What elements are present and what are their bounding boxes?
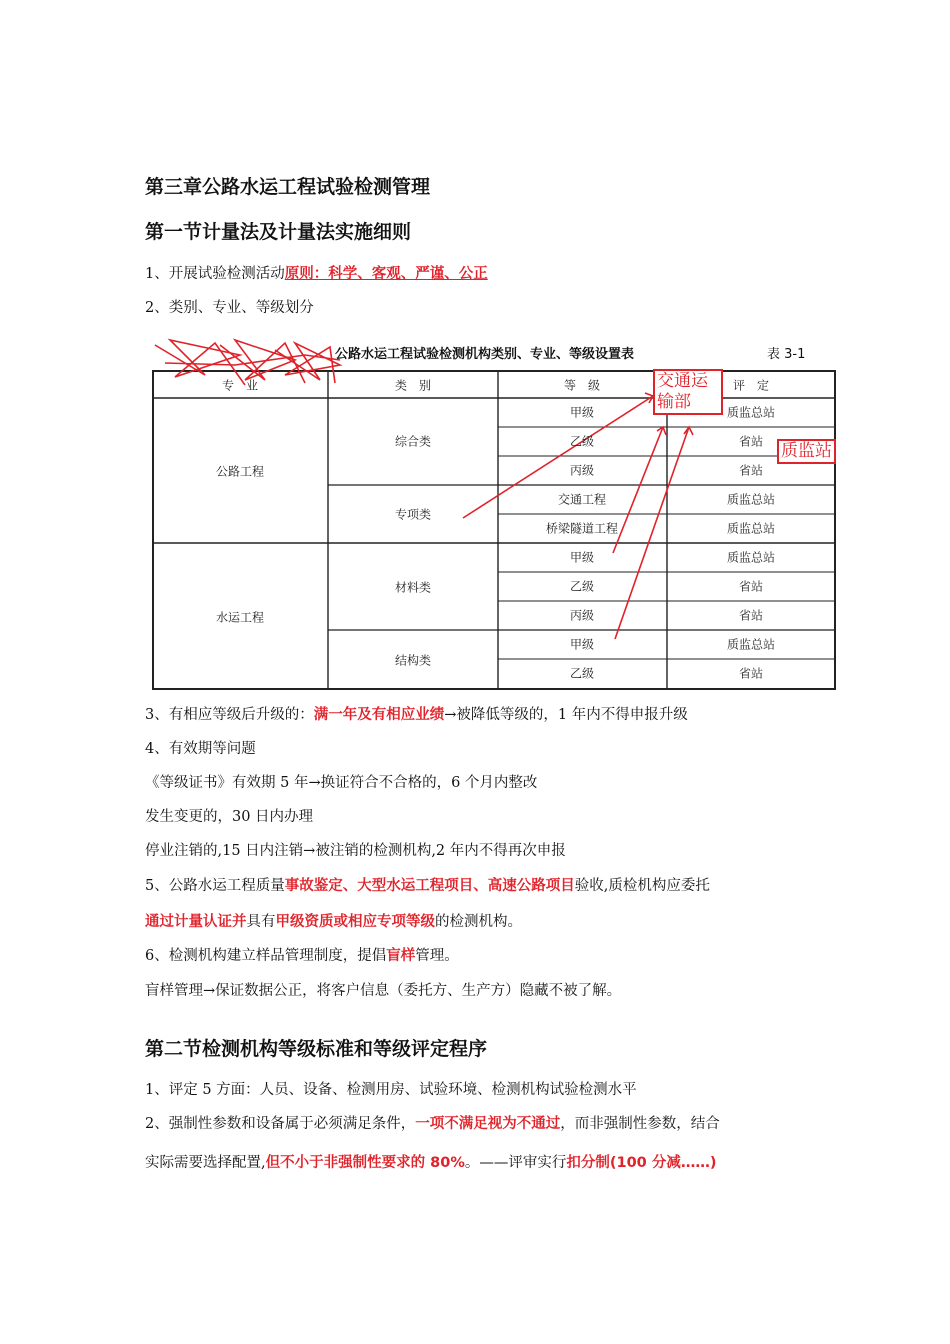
grade-setting-table-figure bbox=[145, 335, 845, 695]
grade-cell: 甲级 bbox=[569, 637, 595, 652]
eval-cell: 质监总站 bbox=[726, 637, 776, 652]
p1-5b-red1: 通过计量认证并 bbox=[145, 914, 247, 930]
p1-6-red: 盲样 bbox=[386, 948, 416, 964]
eval-cell: 质监总站 bbox=[726, 521, 776, 536]
grade-cell: 乙级 bbox=[569, 666, 595, 681]
p1-3-suffix: →被降低等级的，1 年内不得申报升级 bbox=[444, 707, 688, 723]
p2-2b-red1: 但不小于非强制性要求的 80% bbox=[265, 1155, 465, 1171]
grade-cell: 乙级 bbox=[569, 579, 595, 594]
paragraph-1-1 bbox=[145, 265, 488, 283]
p1-5-prefix: 5、公路水运工程质量 bbox=[145, 878, 285, 894]
p2-2b-red2: 扣分制(100 分减……) bbox=[566, 1155, 717, 1171]
paragraph-1-5 bbox=[145, 877, 710, 895]
category-material: 材料类 bbox=[394, 580, 432, 595]
p1-5b-red2: 甲级资质或相应专项等级 bbox=[275, 914, 435, 930]
category-special: 专项类 bbox=[394, 507, 432, 522]
header-profession: 专 业 bbox=[221, 378, 259, 393]
paragraph-1-4a: 《等级证书》有效期 5 年→换证符合不合格的，6 个月内整改 bbox=[145, 775, 538, 791]
p1-3-prefix: 3、有相应等级后升级的： bbox=[145, 707, 314, 723]
grade-cell: 乙级 bbox=[569, 434, 595, 449]
profession-highway: 公路工程 bbox=[215, 464, 265, 479]
p2-2-red: 一项不满足视为不通过 bbox=[415, 1116, 561, 1132]
profession-waterway: 水运工程 bbox=[215, 610, 265, 625]
p2-2-suffix: ，而非强制性参数，结合 bbox=[560, 1116, 720, 1132]
paragraph-1-2: 2、类别、专业、等级划分 bbox=[145, 300, 314, 316]
paragraph-1-3 bbox=[145, 706, 688, 724]
paragraph-2-2 bbox=[145, 1115, 720, 1133]
eval-cell: 省站 bbox=[738, 666, 764, 681]
header-category: 类 别 bbox=[394, 378, 432, 393]
grade-cell: 丙级 bbox=[569, 608, 595, 623]
eval-cell: 省站 bbox=[738, 463, 764, 478]
eval-cell: 质监总站 bbox=[726, 492, 776, 507]
p1-6-prefix: 6、检测机构建立样品管理制度，提倡 bbox=[145, 948, 387, 964]
paragraph-1-6 bbox=[145, 947, 459, 965]
paragraph-1-6b: 盲样管理→保证数据公正，将客户信息（委托方、生产方）隐藏不被了解。 bbox=[145, 983, 622, 999]
p2-2-prefix: 2、强制性参数和设备属于必须满足条件， bbox=[145, 1116, 416, 1132]
header-evaluation: 评 定 bbox=[732, 378, 770, 393]
table-title: 公路水运工程试验检测机构类别、专业、等级设置表 bbox=[335, 347, 635, 362]
p2-2b-prefix: 实际需要选择配置, bbox=[145, 1155, 266, 1171]
p1-5b-mid: 具有 bbox=[246, 914, 276, 930]
grade-cell: 桥梁隧道工程 bbox=[545, 521, 619, 536]
section-1-title: 第一节计量法及计量法实施细则 bbox=[145, 221, 412, 243]
p1-5-red: 事故鉴定、大型水运工程项目、高速公路项目 bbox=[284, 878, 575, 894]
eval-cell: 省站 bbox=[738, 434, 764, 449]
grade-cell: 甲级 bbox=[569, 550, 595, 565]
p2-2b-mid: 。——评审实行 bbox=[464, 1155, 567, 1171]
category-structure: 结构类 bbox=[394, 653, 432, 668]
grade-cell: 交通工程 bbox=[557, 492, 607, 507]
category-comprehensive: 综合类 bbox=[394, 434, 432, 449]
p1-1-prefix: 1、开展试验检测活动 bbox=[145, 266, 285, 282]
section-2-title: 第二节检测机构等级标准和等级评定程序 bbox=[145, 1038, 488, 1060]
annotation-quality-station: 质监站 bbox=[777, 439, 836, 464]
paragraph-1-4: 4、有效期等问题 bbox=[145, 741, 256, 757]
eval-cell: 省站 bbox=[738, 608, 764, 623]
p1-6-suffix: 管理。 bbox=[415, 948, 459, 964]
eval-cell: 省站 bbox=[738, 579, 764, 594]
grade-cell: 甲级 bbox=[569, 405, 595, 420]
p1-3-red: 满一年及有相应业绩 bbox=[313, 707, 445, 723]
eval-cell: 质监总站 bbox=[726, 550, 776, 565]
header-grade: 等 级 bbox=[563, 378, 601, 393]
p1-5-suffix: 验收,质检机构应委托 bbox=[574, 878, 710, 894]
paragraph-2-2b bbox=[145, 1154, 716, 1172]
chapter-title: 第三章公路水运工程试验检测管理 bbox=[145, 176, 431, 198]
paragraph-1-4b: 发生变更的，30 日内办理 bbox=[145, 809, 314, 825]
p1-1-principle: 原则：科学、客观、严谨、公正 bbox=[284, 265, 488, 282]
table-number: 表 3-1 bbox=[767, 347, 806, 362]
annotation-ministry: 交通运 输部 bbox=[653, 369, 723, 415]
p1-5b-suffix: 的检测机构。 bbox=[435, 914, 522, 930]
paragraph-1-5b bbox=[145, 913, 522, 931]
paragraph-1-4c: 停业注销的,15 日内注销→被注销的检测机构,2 年内不得再次申报 bbox=[145, 843, 566, 859]
paragraph-2-1: 1、评定 5 方面：人员、设备、检测用房、试验环境、检测机构试验检测水平 bbox=[145, 1082, 637, 1098]
grade-cell: 丙级 bbox=[569, 463, 595, 478]
eval-cell: 质监总站 bbox=[726, 405, 776, 420]
